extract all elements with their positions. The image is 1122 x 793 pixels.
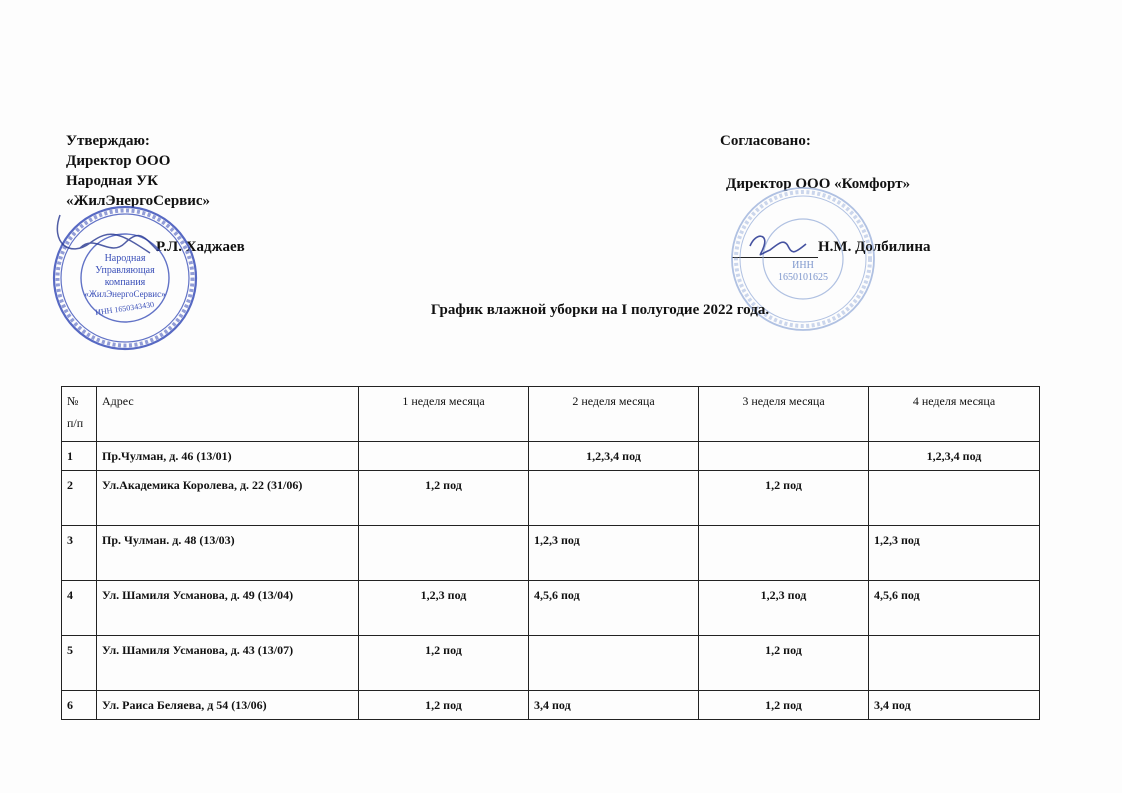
table-row: [62, 526, 1040, 581]
seal-left-line2: Управляющая: [95, 265, 155, 276]
header-week2: 2 неделя месяца: [529, 387, 699, 442]
header-address: Адрес: [97, 387, 359, 442]
approve-signatory: Р.Л. Хаджаев: [156, 239, 245, 255]
row-week4: 1,2,3 под: [869, 526, 1040, 581]
row-week2: [529, 636, 699, 691]
table-row: [62, 471, 1040, 526]
row-address: Ул. Шамиля Усманова, д. 49 (13/04): [97, 581, 359, 636]
row-week1: [359, 442, 529, 471]
row-week1: 1,2 под: [359, 636, 529, 691]
seal-left-line3: компания: [104, 277, 146, 288]
approve-label: Утверждаю:: [66, 133, 150, 149]
row-week4: [869, 636, 1040, 691]
row-num: 3: [62, 526, 97, 581]
row-num: 2: [62, 471, 97, 526]
row-num: 1: [62, 442, 97, 471]
row-week2: 1,2,3 под: [529, 526, 699, 581]
signature-scribble-right: [750, 236, 806, 255]
seal-right-line1: ИНН: [792, 260, 814, 271]
table-row: [62, 581, 1040, 636]
header-week1: 1 неделя месяца: [359, 387, 529, 442]
header-num: № п/п: [62, 387, 97, 442]
row-week1: 1,2 под: [359, 471, 529, 526]
row-address: Ул. Раиса Беляева, д 54 (13/06): [97, 691, 359, 720]
row-week3: 1,2,3 под: [699, 581, 869, 636]
row-week1: 1,2 под: [359, 691, 529, 720]
signature-scribble-left: [57, 215, 158, 253]
agree-position: Директор ООО «Комфорт»: [726, 176, 911, 192]
document-title-text: График влажной уборки на I полугодие 2022 года.: [430, 302, 770, 318]
row-num: 6: [62, 691, 97, 720]
row-num: 4: [62, 581, 97, 636]
table-row: [62, 691, 1040, 720]
row-week1: [359, 526, 529, 581]
row-week3: [699, 442, 869, 471]
row-week3: [699, 526, 869, 581]
row-address: Пр. Чулман. д. 48 (13/03): [97, 526, 359, 581]
agree-label: Согласовано:: [720, 133, 811, 149]
row-week3: 1,2 под: [699, 636, 869, 691]
approve-block: [66, 131, 210, 211]
approve-company: «ЖилЭнергоСервис»: [66, 193, 211, 209]
header-week4: 4 неделя месяца: [869, 387, 1040, 442]
table-row: [62, 636, 1040, 691]
row-week3: 1,2 под: [699, 471, 869, 526]
seal-right-line2: 1650101625: [778, 272, 828, 283]
seal-left-line5: ИНН 1650343430: [94, 299, 155, 318]
row-week4: 1,2,3,4 под: [869, 442, 1040, 471]
table-row: [62, 442, 1040, 471]
row-address: Ул.Академика Королева, д. 22 (31/06): [97, 471, 359, 526]
row-week2: 4,5,6 под: [529, 581, 699, 636]
cleaning-schedule-table: [61, 386, 1040, 720]
row-week4: 3,4 под: [869, 691, 1040, 720]
approve-position-line2: Народная УК: [66, 173, 159, 189]
row-week2: 1,2,3,4 под: [529, 442, 699, 471]
company-seal-left: [50, 203, 200, 353]
agree-signatory: Н.М. Долбилина: [818, 239, 931, 255]
signature-line: [732, 257, 818, 258]
row-num: 5: [62, 636, 97, 691]
document-title: [0, 299, 1100, 319]
row-week2: [529, 471, 699, 526]
seal-left-line4: «ЖилЭнергоСервис»: [84, 289, 166, 299]
seal-left-line1: Народная: [104, 253, 146, 264]
row-address: Пр.Чулман, д. 46 (13/01): [97, 442, 359, 471]
row-week1: 1,2,3 под: [359, 581, 529, 636]
row-address: Ул. Шамиля Усманова, д. 43 (13/07): [97, 636, 359, 691]
approve-position-line1: Директор ООО: [66, 153, 171, 169]
table-header-row: [62, 387, 1040, 442]
row-week4: [869, 471, 1040, 526]
row-week4: 4,5,6 под: [869, 581, 1040, 636]
header-week3: 3 неделя месяца: [699, 387, 869, 442]
row-week2: 3,4 под: [529, 691, 699, 720]
row-week3: 1,2 под: [699, 691, 869, 720]
